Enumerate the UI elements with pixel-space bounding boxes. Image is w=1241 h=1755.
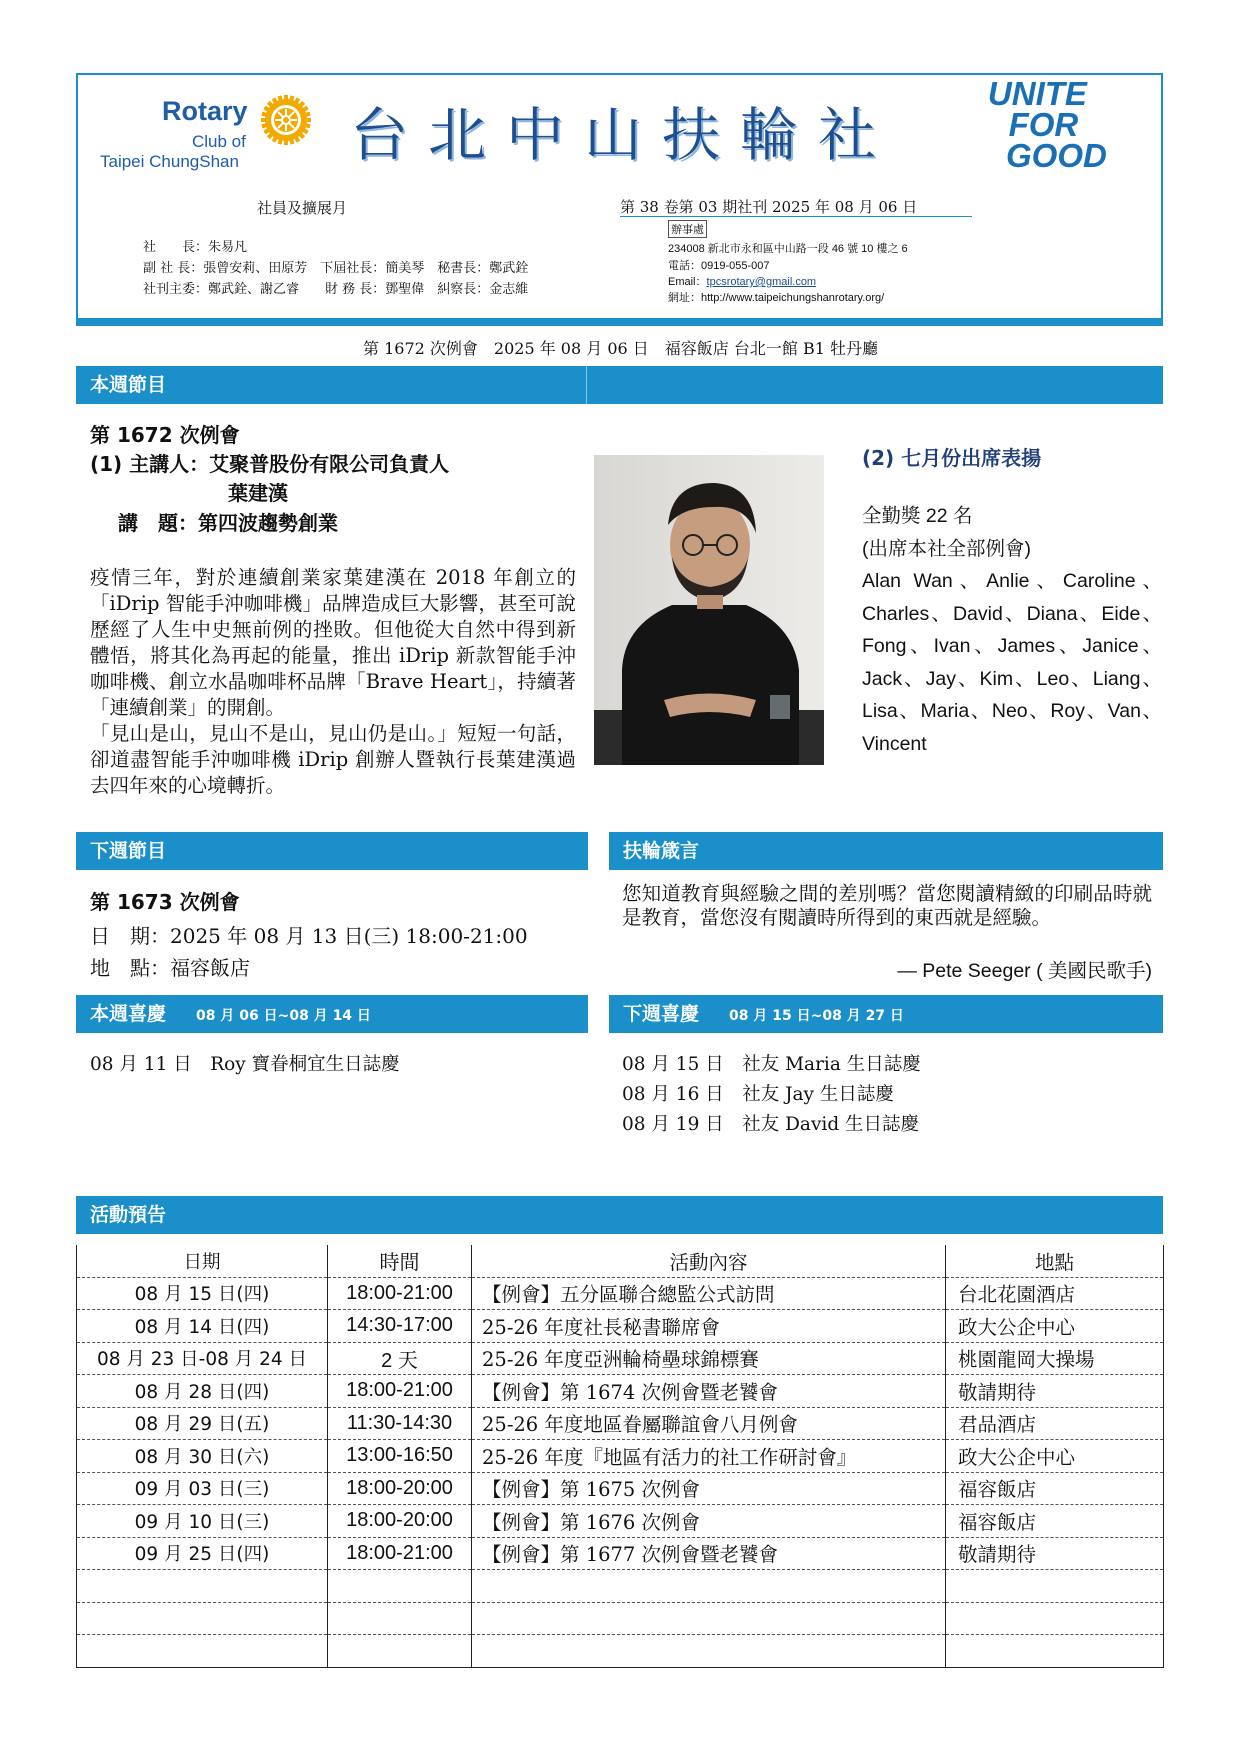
table-row [77, 1505, 1164, 1538]
cell-date: 08 月 30 日(六) [77, 1440, 328, 1473]
cell-time: 13:00-16:50 [328, 1440, 472, 1473]
table-header-row [77, 1245, 1164, 1277]
cell-time [328, 1602, 472, 1635]
next-week-celebrations-range: 08 月 15 日~08 月 27 日 [729, 1008, 904, 1024]
table-row [77, 1440, 1164, 1473]
motto-quote: 您知道教育與經驗之間的差別嗎？當您閱讀精緻的印刷品時就是教育，當您沒有閱讀時所得到的東西就是經驗。 [622, 882, 1152, 929]
cell-place [946, 1602, 1164, 1635]
office-label: 辦事處 [668, 220, 707, 238]
officer-line-president: 社 長：朱易凡 [143, 240, 248, 255]
cell-place: 君品酒店 [946, 1407, 1164, 1440]
slogan-line-1: UNITE [987, 75, 1087, 112]
cell-place: 台北花園酒店 [946, 1277, 1164, 1310]
activities-table [76, 1245, 1164, 1668]
meeting-line: 第 1672 次例會 2025 年 08 月 06 日 福容飯店 台北一館 B1 牡丹廳 [363, 339, 878, 358]
cell-time [328, 1635, 472, 1668]
email-link[interactable]: tpcsrotary@gmail.com [706, 276, 817, 288]
col-header-activity: 活動內容 [472, 1245, 946, 1277]
table-row [77, 1472, 1164, 1505]
cell-time: 18:00-21:00 [328, 1375, 472, 1408]
cell-date: 08 月 15 日(四) [77, 1277, 328, 1310]
cell-time: 14:30-17:00 [328, 1310, 472, 1343]
cell-activity: 【例會】五分區聯合總監公式訪問 [472, 1277, 946, 1310]
col-header-time: 時間 [328, 1245, 472, 1277]
cell-date [77, 1635, 328, 1668]
cell-place: 政大公企中心 [946, 1310, 1164, 1343]
cell-activity: 【例會】第 1675 次例會 [472, 1472, 946, 1505]
cell-activity [472, 1570, 946, 1603]
cell-date: 08 月 14 日(四) [77, 1310, 328, 1343]
officer-line-editor: 社刊主委：鄭武銓、謝乙睿 財 務 長：鄧聖偉 糾察長：金志維 [143, 282, 529, 297]
cell-date: 08 月 28 日(四) [77, 1375, 328, 1408]
office-address: 234008 新北市永和區中山路一段 46 號 10 樓之 6 [668, 243, 908, 255]
this-week-celebrations-range: 08 月 06 日~08 月 14 日 [196, 1008, 371, 1024]
next-meeting-date: 日 期：2025 年 08 月 13 日(三) 18:00-21:00 [90, 924, 528, 948]
cell-activity: 25-26 年度地區眷屬聯誼會八月例會 [472, 1407, 946, 1440]
celebration-item: 08 月 15 日 社友 Maria 生日誌慶 [622, 1054, 921, 1075]
cell-place: 敬請期待 [946, 1375, 1164, 1408]
cell-time: 18:00-20:00 [328, 1505, 472, 1538]
cell-activity [472, 1602, 946, 1635]
table-row [77, 1570, 1164, 1603]
activities-table-body [77, 1277, 1164, 1667]
celebration-item: 08 月 19 日 社友 David 生日誌慶 [622, 1114, 920, 1135]
cell-activity: 【例會】第 1677 次例會暨老饕會 [472, 1537, 946, 1570]
next-week-celebrations-label: 下週喜慶 [623, 1003, 700, 1025]
bar-next-week-program: 下週節目 [76, 832, 588, 870]
cell-time [328, 1570, 472, 1603]
masthead-bottom-band [76, 318, 1163, 326]
issue-info: 第 38 卷第 03 期社刊 2025 年 08 月 06 日 [620, 198, 918, 216]
attendance-body [862, 500, 1162, 760]
cell-date: 08 月 29 日(五) [77, 1407, 328, 1440]
logo-rotary-text: Rotary [162, 96, 248, 126]
bar-next-week-celebrations [609, 995, 1163, 1033]
month-theme: 社員及擴展月 [257, 199, 348, 217]
cell-date [77, 1570, 328, 1603]
attendance-award: 全勤獎 22 名 [862, 505, 973, 527]
cell-time: 11:30-14:30 [328, 1407, 472, 1440]
office-phone: 電話：0919-055-007 [668, 260, 770, 272]
this-week-celebrations-label: 本週喜慶 [90, 1003, 167, 1025]
table-row [77, 1310, 1164, 1343]
celebration-item: 08 月 11 日 Roy 寶眷桐宜生日誌慶 [90, 1054, 400, 1075]
logo-city-text: Taipei ChungShan [100, 152, 239, 171]
col-header-date: 日期 [77, 1245, 328, 1277]
logo-club-of-text: Club of [192, 132, 246, 151]
office-email [668, 273, 816, 289]
office-website[interactable]: 網址：http://www.taipeichungshanrotary.org/ [668, 292, 885, 304]
table-row [77, 1375, 1164, 1408]
this-week-meeting-no: 第 1672 次例會 [90, 423, 240, 447]
cell-date: 09 月 25 日(四) [77, 1537, 328, 1570]
attendance-title: (2) 七月份出席表揚 [862, 446, 1042, 470]
cell-place: 福容飯店 [946, 1472, 1164, 1505]
cell-activity: 25-26 年度『地區有活力的社工作研討會』 [472, 1440, 946, 1473]
header-rule [620, 216, 972, 217]
col-header-place: 地點 [946, 1245, 1164, 1277]
speaker-portrait-illustration [594, 455, 824, 765]
attendance-note: (出席本社全部例會) [862, 537, 1031, 560]
cell-activity: 【例會】第 1674 次例會暨老饕會 [472, 1375, 946, 1408]
next-meeting-place: 地 點：福容飯店 [90, 956, 250, 980]
bar-activities-preview: 活動預告 [76, 1196, 1163, 1234]
unite-for-good-slogan [968, 75, 1107, 174]
cell-activity [472, 1635, 946, 1668]
club-title: 台北中山扶輪社 [350, 101, 897, 169]
motto-source: — Pete Seeger ( 美國民歌手) [897, 960, 1152, 982]
cell-place: 桃園龍岡大操場 [946, 1342, 1164, 1375]
table-row [77, 1277, 1164, 1310]
cell-time: 18:00-21:00 [328, 1277, 472, 1310]
cell-date [77, 1602, 328, 1635]
table-row [77, 1537, 1164, 1570]
table-row [77, 1342, 1164, 1375]
speaker-line: (1) 主講人：艾聚普股份有限公司負責人 [90, 452, 450, 476]
rotary-wheel-icon [258, 92, 314, 148]
officer-line-vice: 副 社 長：張曾安莉、田原芳 下屆社長：簡美琴 秘書長：鄭武銓 [143, 261, 529, 276]
cell-time: 2 天 [328, 1342, 472, 1375]
cell-place [946, 1635, 1164, 1668]
speaker-description [90, 565, 576, 799]
cell-date: 09 月 10 日(三) [77, 1505, 328, 1538]
table-row [77, 1635, 1164, 1668]
cell-place: 福容飯店 [946, 1505, 1164, 1538]
celebration-item: 08 月 16 日 社友 Jay 生日誌慶 [622, 1084, 894, 1105]
cell-activity: 25-26 年度社長秘書聯席會 [472, 1310, 946, 1343]
cell-place [946, 1570, 1164, 1603]
cell-time: 18:00-20:00 [328, 1472, 472, 1505]
cell-activity: 25-26 年度亞洲輪椅壘球錦標賽 [472, 1342, 946, 1375]
bar-rotary-motto: 扶輪箴言 [609, 832, 1163, 870]
speaker-photo [594, 455, 824, 765]
slogan-line-2: FOR [1008, 106, 1079, 143]
speaker-name: 葉建漢 [228, 481, 288, 505]
speaker-body-para-2: 「見山是山，見山不是山，見山仍是山。」短短一句話，卻道盡智能手沖咖啡機 iDrip 創辦人暨執行長葉建漢過去四年來的心境轉折。 [90, 722, 576, 797]
cell-date: 09 月 03 日(三) [77, 1472, 328, 1505]
table-row [77, 1407, 1164, 1440]
attendance-names: Alan Wan、Anlie、Caroline、Charles、David、Diana、Eide、Fong、Ivan、James、Janice、Jack、Jay、Kim、Leo、Liang、Lisa、Maria、Neo、Roy、Van、Vincent [862, 570, 1162, 755]
cell-place: 敬請期待 [946, 1537, 1164, 1570]
speaker-body-para-1: 疫情三年，對於連續創業家葉建漢在 2018 年創立的「iDrip 智能手沖咖啡機」品牌造成巨大影響，甚至可說歷經了人生中史無前例的挫敗。但他從大自然中得到新體悟，將其化為再起的能量，推出 iDrip 新款智能手沖咖啡機、創立水晶咖啡杯品牌「Brave Heart」，持續著「連續創業」的開創。 [90, 566, 576, 719]
cell-place: 政大公企中心 [946, 1440, 1164, 1473]
table-row [77, 1602, 1164, 1635]
bar-this-week-celebrations [76, 995, 588, 1033]
next-meeting-no: 第 1673 次例會 [90, 890, 240, 914]
bar-this-week-program: 本週節目 [76, 366, 1163, 404]
slogan-line-3: GOOD [1006, 137, 1107, 174]
cell-date: 08 月 23 日-08 月 24 日 [77, 1342, 328, 1375]
rotary-club-logo [96, 88, 326, 178]
email-label: Email： [668, 276, 707, 288]
cell-time: 18:00-21:00 [328, 1537, 472, 1570]
topic-line: 講 題：第四波趨勢創業 [118, 511, 338, 535]
cell-activity: 【例會】第 1676 次例會 [472, 1505, 946, 1538]
bar-divider [586, 366, 587, 404]
